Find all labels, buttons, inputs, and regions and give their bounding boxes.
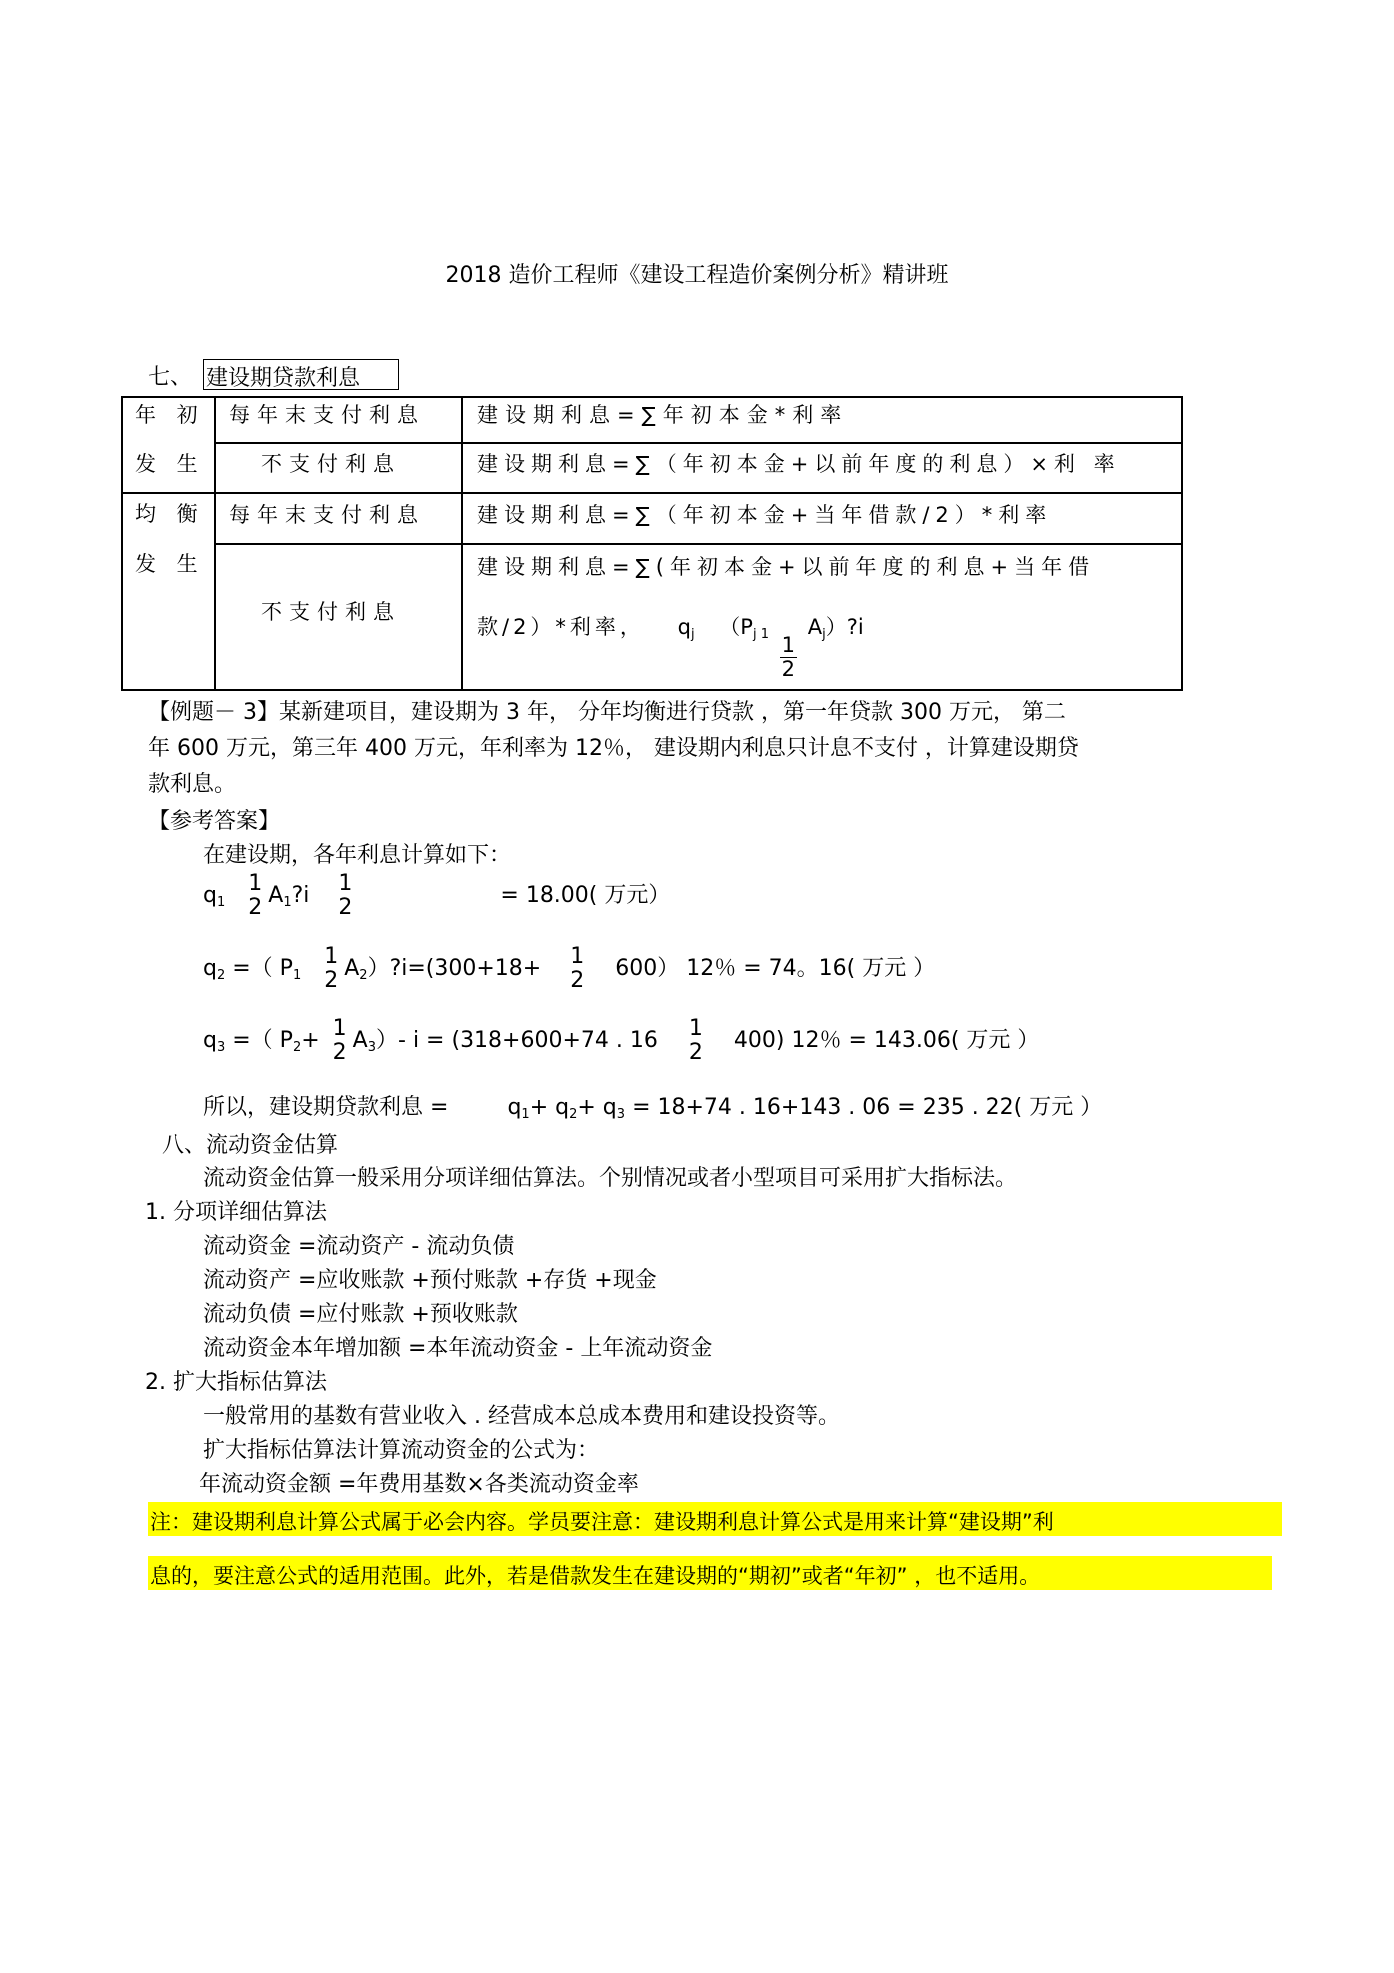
highlighted-note-line-1: 注：建设期利息计算公式属于必会内容。学员要注意：建设期利息计算公式是用来计算“建设期”利 <box>148 1502 1282 1536</box>
row-1-type: 每年末支付利息 <box>229 403 425 427</box>
fraction-one-half: 1 2 <box>332 1016 347 1066</box>
section-8-intro: 流动资金估算一般采用分项详细估算法。个别情况或者小型项目可采用扩大指标法。 <box>203 1166 1018 1191</box>
fraction-one-half: 1 2 <box>338 871 353 921</box>
example-line-3: 款利息。 <box>148 772 237 797</box>
row-1-formula: 建设期利息=∑年初本金*利率 <box>477 403 849 427</box>
formula-current-liabilities: 流动负债 =应付账款 +预收账款 <box>203 1302 518 1327</box>
expanded-formula: 年流动资金额 =年费用基数×各类流动资金率 <box>199 1472 639 1497</box>
row-3-formula: 建设期利息=∑（年初本金+当年借款/2）*利率 <box>477 503 1053 527</box>
formula-working-capital: 流动资金 =流动资产 - 流动负债 <box>203 1234 515 1259</box>
section-7-heading: 建设期贷款利息 <box>203 359 399 390</box>
section-8-heading: 八、流动资金估算 <box>162 1133 339 1158</box>
example-line-1: 【例题－ 3】某新建项目，建设期为 3 年， 分年均衡进行贷款 ，第一年贷款 300 万元， 第二 <box>148 700 1066 725</box>
formula-q3: $q_3$ =（ $P_2+$ 1 2 $A_3)-$ i = (318+600+74 . 16 1 2 400) 12％ = 143.06( 万元 ） <box>203 1016 1040 1066</box>
answer-label: 【参考答案】 <box>148 809 281 834</box>
total-interest: 所以，建设期贷款利息 = $q_1+ q_2+ q_3 = 18+74$ . 16+143 . 06 = 235 . 22( 万元 ） <box>203 1095 1103 1122</box>
fraction-one-half: 1 2 <box>688 1016 703 1066</box>
document-title: 2018 造价工程师《建设工程造价案例分析》精讲班 <box>445 263 949 288</box>
group-2-label-line-2: 发 生 <box>135 552 205 576</box>
fraction-one-half: 1 2 <box>324 944 339 994</box>
row-3-type: 每年末支付利息 <box>229 503 425 527</box>
example-line-2: 年 600 万元，第三年 400 万元，年利率为 12％， 建设期内利息只计息不支付 ，计算建设期贷 <box>148 736 1079 761</box>
common-base-text: 一般常用的基数有营业收入 . 经营成本总成本费用和建设投资等。 <box>203 1404 840 1429</box>
expanded-formula-intro: 扩大指标估算法计算流动资金的公式为： <box>203 1438 600 1463</box>
formula-q1: $q_1$ 1 2 $A_1?i$ 1 2 = 18.00( 万元） <box>203 871 671 921</box>
section-7-number: 七、 <box>148 365 193 390</box>
fraction-one-half: $\frac{1}{2}$ <box>781 633 796 682</box>
row-4-formula-line-2: 款/2）*利率， $q_j$ （$P_{j 1}$ $\frac{1}{2}$ $A_j)?i$ <box>477 615 864 682</box>
row-4-type: 不支付利息 <box>261 600 401 624</box>
answer-intro: 在建设期，各年利息计算如下： <box>203 843 512 868</box>
fraction-one-half: 1 2 <box>248 871 263 921</box>
highlighted-note-line-2: 息的，要注意公式的适用范围。此外，若是借款发生在建设期的“期初”或者“年初” ，也不适用。 <box>148 1556 1272 1590</box>
group-1-label-line-1: 年 初 <box>135 403 205 427</box>
interest-formula-table <box>121 396 1183 691</box>
formula-annual-increase: 流动资金本年增加额 =本年流动资金 - 上年流动资金 <box>203 1336 713 1361</box>
row-4-math: $q_j$ （$P_{j 1}$ $\frac{1}{2}$ $A_j)?i$ <box>677 615 864 682</box>
row-4-formula-line-1: 建设期利息=∑(年初本金+以前年度的利息+当年借 <box>477 555 1096 579</box>
row-2-formula: 建设期利息=∑（年初本金+以前年度的利息）×利 率 <box>477 452 1121 476</box>
row-2-type: 不支付利息 <box>261 452 401 476</box>
subsection-1-heading: 1. 分项详细估算法 <box>145 1200 327 1225</box>
group-2-label-line-1: 均 衡 <box>135 502 205 526</box>
formula-current-assets: 流动资产 =应收账款 +预付账款 +存货 +现金 <box>203 1268 657 1293</box>
fraction-one-half: 1 2 <box>570 944 585 994</box>
formula-q2: $q_2$ =（ $P_1$ 1 2 $A_2)?i=(300+18+$ 1 2 600） 12％ = 74。16( 万元 ） <box>203 944 936 994</box>
subsection-2-heading: 2. 扩大指标估算法 <box>145 1370 327 1395</box>
group-1-label-line-2: 发 生 <box>135 452 205 476</box>
